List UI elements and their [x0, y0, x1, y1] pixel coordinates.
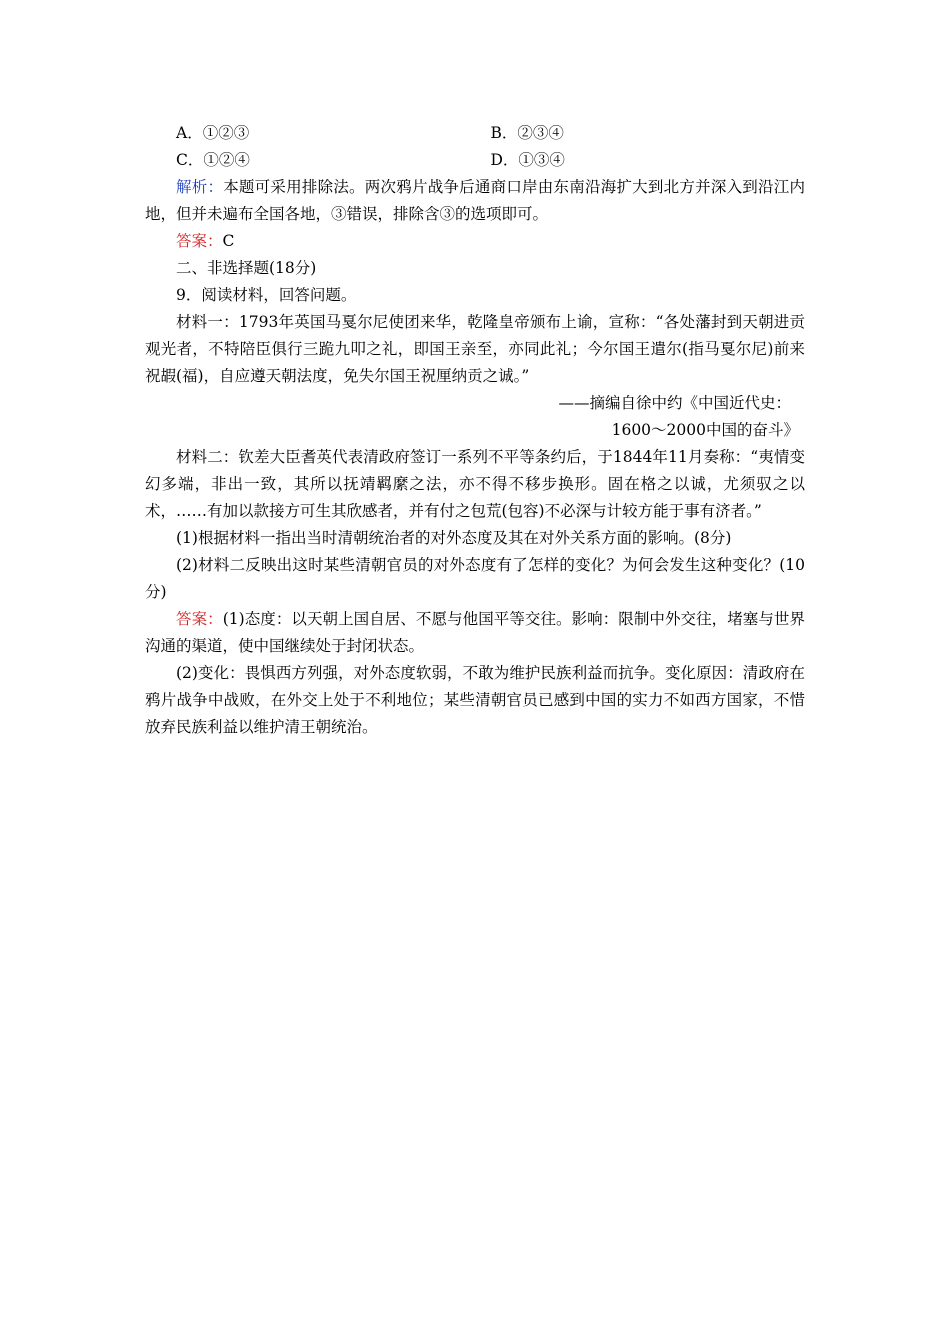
option-a: A．①②③ — [176, 124, 250, 142]
material-2: 材料二：钦差大臣耆英代表清政府签订一系列不平等条约后，于1844年11月奏称：“夷情变幻多端，非出一致，其所以抚靖羁縻之法，亦不得不移步换形。固在格之以诚，尤须驭之以术，……有加以款接方可生其欣感者，并有付之包荒(包容)不必深与计较方能于事有济者。” — [145, 448, 805, 520]
sub-question-2: (2)材料二反映出这时某些清朝官员的对外态度有了怎样的变化？为何会发生这种变化？(10分) — [145, 556, 805, 601]
answer-9-1-text: (1)态度：以天朝上国自居、不愿与他国平等交往。影响：限制中外交往，堵塞与世界沟通的渠道，使中国继续处于封闭状态。 — [145, 610, 805, 655]
option-d: D．①③④ — [490, 151, 565, 169]
question-9-stem: 9．阅读材料，回答问题。 — [176, 286, 357, 304]
material-1-source-line-1: ——摘编自徐中约《中国近代史： — [558, 394, 791, 412]
section-2-title: 二、非选择题(18分) — [176, 259, 317, 277]
answer-8-paragraph — [145, 228, 805, 255]
options-row-2 — [145, 147, 805, 174]
answer-9-1-paragraph — [145, 606, 805, 660]
options-row-1 — [145, 120, 805, 147]
answer-9-2-paragraph: (2)变化：畏惧西方列强，对外态度软弱，不敢为维护民族利益而抗争。变化原因：清政府在鸦片战争中战败，在外交上处于不利地位；某些清朝官员已感到中国的实力不如西方国家，不惜放弃民族利益以维护清王朝统治。 — [145, 664, 805, 736]
document-page — [145, 120, 805, 741]
analysis-paragraph — [145, 174, 805, 228]
analysis-text: 本题可采用排除法。两次鸦片战争后通商口岸由东南沿海扩大到北方并深入到沿江内地，但并未遍布全国各地，③错误，排除含③的选项即可。 — [145, 178, 805, 223]
answer-8-text: C — [222, 232, 235, 250]
material-1: 材料一：1793年英国马戛尔尼使团来华，乾隆皇帝颁布上谕，宣称：“各处藩封到天朝进贡观光者，不特陪臣俱行三跪九叩之礼，即国王亲至，亦同此礼；今尔国王遣尔(指马戛尔尼)前来祝嘏(福)，自应遵天朝法度，免失尔国王祝厘纳贡之诚。” — [145, 313, 805, 385]
option-c: C．①②④ — [176, 151, 250, 169]
answer-8-label: 答案： — [176, 232, 223, 250]
answer-9-label: 答案： — [176, 610, 223, 628]
option-b: B．②③④ — [490, 124, 564, 142]
material-1-source-line-2: 1600～2000中国的奋斗》 — [611, 421, 799, 439]
sub-question-1: (1)根据材料一指出当时清朝统治者的对外态度及其在对外关系方面的影响。(8分) — [176, 529, 732, 547]
analysis-label: 解析： — [176, 178, 224, 196]
